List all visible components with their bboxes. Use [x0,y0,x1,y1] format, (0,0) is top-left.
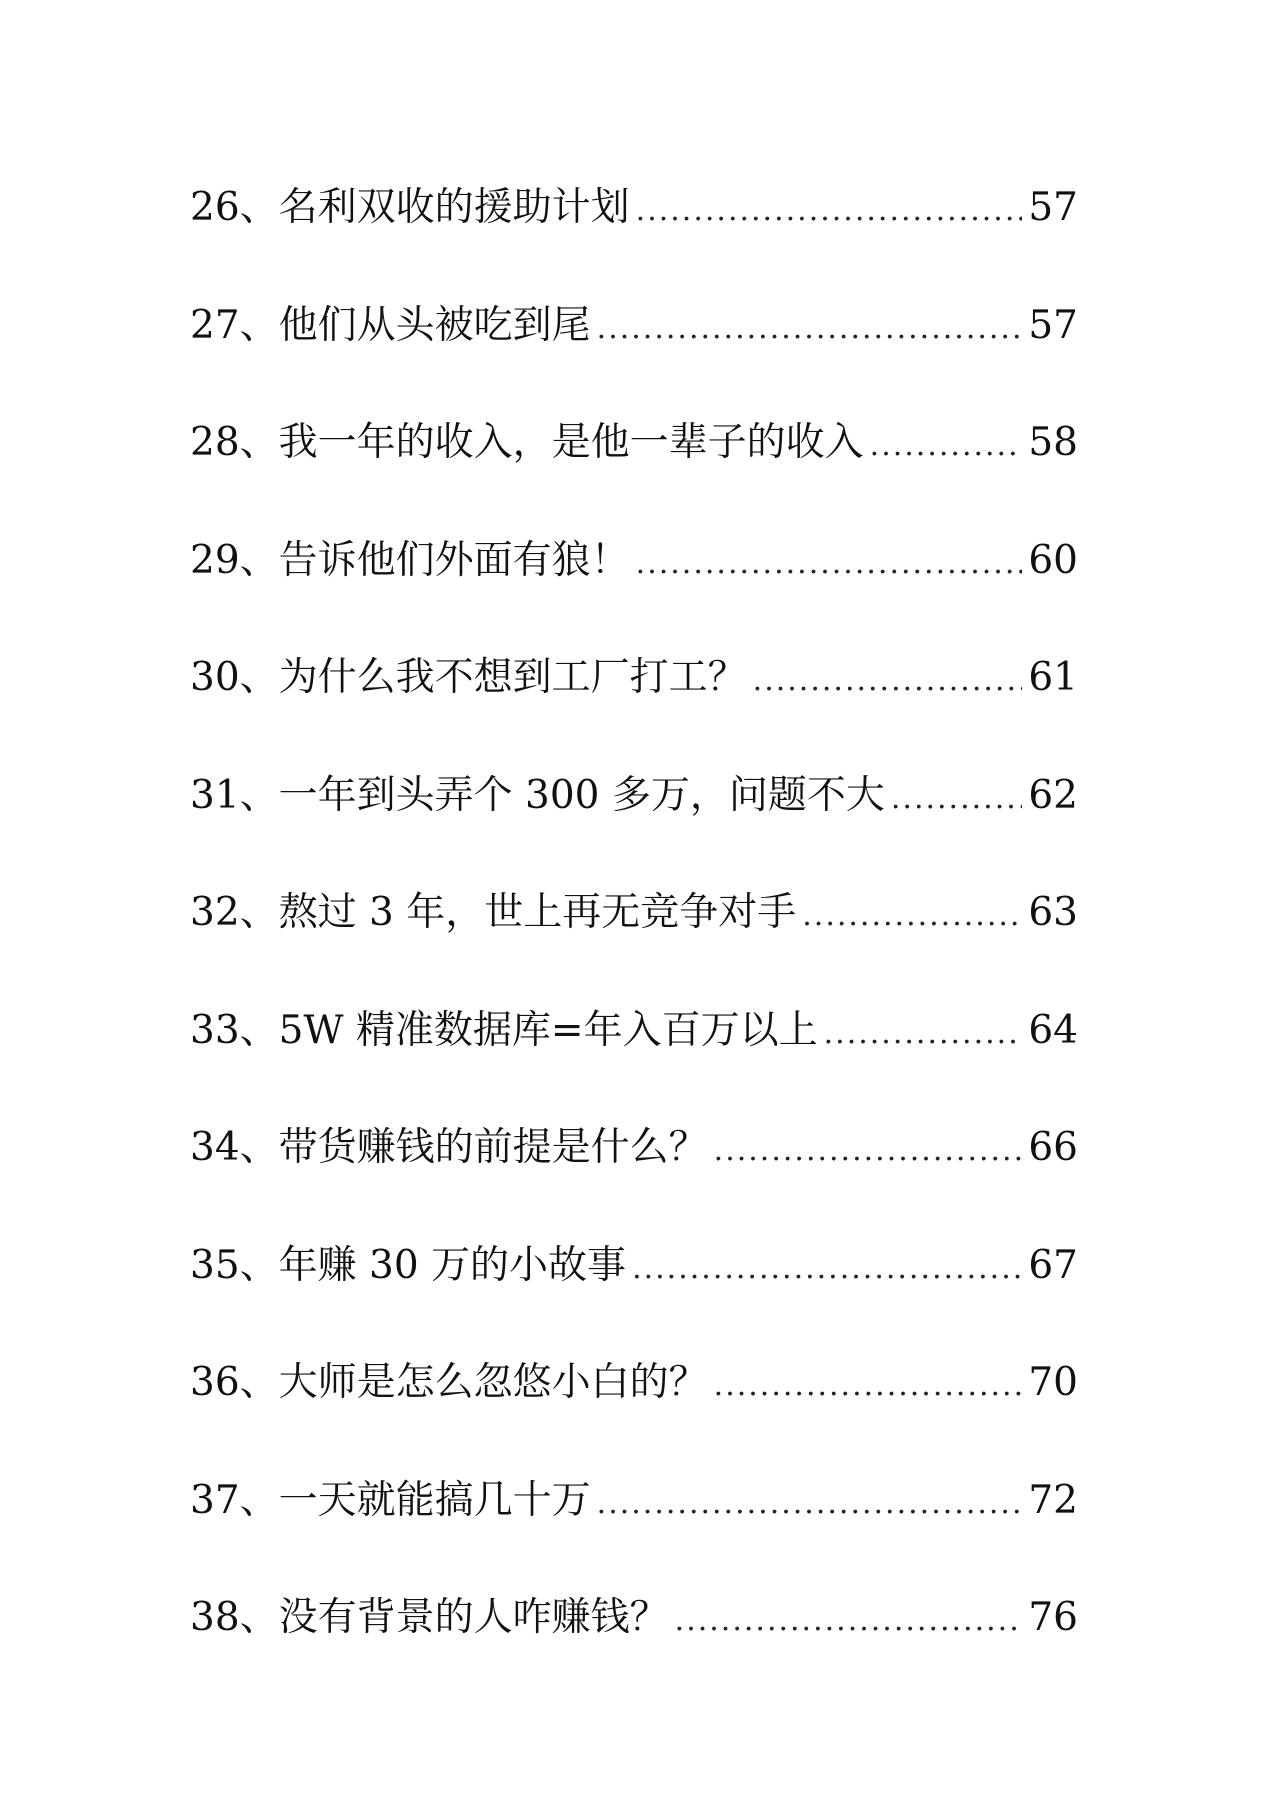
toc-entry-36[interactable] [190,1360,1078,1481]
toc-entry-title: 没有背景的人咋赚钱？ [278,1595,669,1640]
toc-entry-title: 他们从头被吃到尾 [278,302,591,348]
toc-entry-29[interactable] [190,537,1078,659]
toc-entry-title: 熬过 3 年，世上再无竞争对手 [278,890,797,935]
dot-leader [636,196,1023,226]
toc-entry-28[interactable] [190,420,1078,541]
toc-entry-33[interactable] [190,1007,1078,1129]
dot-leader [891,784,1022,814]
toc-entry-30[interactable] [190,655,1078,776]
toc-entry-page: 57 [1028,185,1078,230]
toc-entry-37[interactable] [190,1477,1078,1599]
dot-leader [824,1019,1023,1049]
table-of-contents [190,185,1078,1716]
dot-leader [870,431,1023,461]
dot-leader [597,1489,1023,1519]
toc-entry-page: 70 [1028,1360,1078,1405]
toc-entry-32[interactable] [190,890,1078,1011]
toc-entry-number: 35、 [190,1242,279,1288]
toc-entry-title: 带货赚钱的前提是什么？ [278,1125,708,1170]
dot-leader [632,1254,1022,1284]
dot-leader [714,1136,1023,1166]
toc-entry-34[interactable] [190,1125,1078,1246]
toc-entry-title: 为什么我不想到工厂打工？ [278,655,747,700]
toc-entry-number: 36、 [190,1360,279,1405]
toc-entry-number: 26、 [190,185,279,230]
toc-entry-title: 一年到头弄个 300 多万，问题不大 [278,772,885,818]
toc-entry-title: 我一年的收入，是他一辈子的收入 [278,420,864,465]
toc-entry-number: 33、 [190,1007,279,1053]
toc-entry-page: 63 [1028,890,1078,935]
toc-entry-title: 大师是怎么忽悠小白的？ [278,1360,708,1405]
toc-entry-page: 76 [1028,1595,1078,1640]
toc-entry-number: 38、 [190,1595,279,1640]
dot-leader [597,314,1023,344]
toc-entry-number: 37、 [190,1477,279,1523]
toc-entry-page: 66 [1028,1125,1078,1170]
toc-entry-27[interactable] [190,302,1078,424]
toc-entry-31[interactable] [190,772,1078,894]
toc-entry-number: 28、 [190,420,279,465]
toc-entry-title: 5W 精准数据库=年入百万以上 [278,1007,818,1053]
toc-entry-title: 一天就能搞几十万 [278,1477,591,1523]
toc-entry-number: 27、 [190,302,279,348]
dot-leader [675,1606,1023,1636]
toc-entry-35[interactable] [190,1242,1078,1364]
dot-leader [753,666,1023,696]
toc-entry-number: 32、 [190,890,279,935]
toc-entry-page: 64 [1028,1007,1078,1053]
toc-entry-38[interactable] [190,1595,1078,1716]
toc-entry-number: 31、 [190,772,279,818]
toc-entry-title: 告诉他们外面有狼！ [278,537,630,583]
toc-entry-page: 62 [1028,772,1078,818]
toc-entry-number: 29、 [190,537,279,583]
toc-entry-page: 67 [1028,1242,1078,1288]
toc-entry-number: 34、 [190,1125,279,1170]
toc-entry-page: 72 [1028,1477,1078,1523]
toc-entry-26[interactable] [190,185,1078,306]
toc-entry-title: 名利双收的援助计划 [278,185,630,230]
dot-leader [714,1371,1023,1401]
toc-entry-number: 30、 [190,655,279,700]
dot-leader [802,901,1022,931]
toc-entry-page: 57 [1028,302,1078,348]
toc-entry-title: 年赚 30 万的小故事 [278,1242,627,1288]
toc-entry-page: 60 [1028,537,1078,583]
toc-entry-page: 58 [1028,420,1078,465]
toc-entry-page: 61 [1028,655,1078,700]
dot-leader [636,549,1023,579]
